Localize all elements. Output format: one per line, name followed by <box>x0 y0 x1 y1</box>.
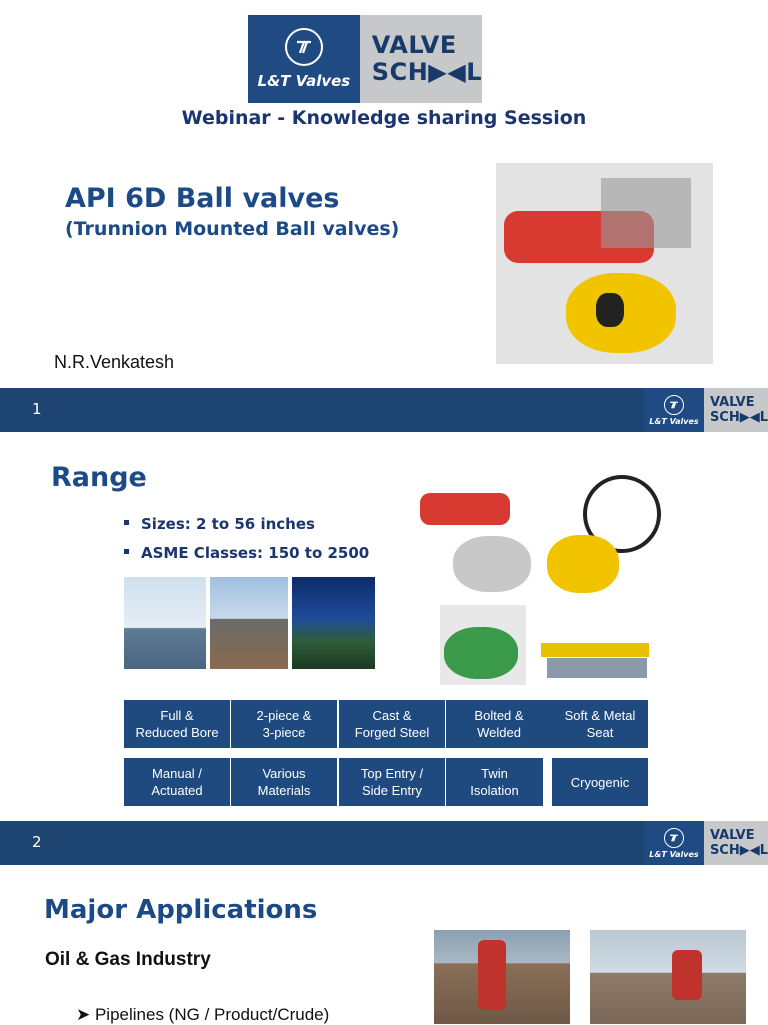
field-valve-photo-1 <box>434 930 570 1024</box>
square-bullet-icon <box>124 549 129 554</box>
feature-grid <box>124 700 648 806</box>
application-item <box>76 1005 329 1025</box>
valve-school-line2: SCH▶◀L <box>709 843 768 858</box>
feature-box: Cast & Forged Steel <box>339 700 445 748</box>
square-bullet-icon <box>124 520 129 525</box>
feature-box: Full & Reduced Bore <box>124 700 230 748</box>
industry-heading: Oil & Gas Industry <box>45 949 211 970</box>
green-valve-photo <box>440 605 526 685</box>
feature-box: Top Entry / Side Entry <box>339 758 445 806</box>
bullet-text: ASME Classes: 150 to 2500 <box>141 544 370 562</box>
lt-valves-logo <box>644 821 704 865</box>
feature-box: Soft & Metal Seat <box>552 700 648 748</box>
gear-operated-valve-photo <box>545 475 667 597</box>
feature-box: 2-piece & 3-piece <box>231 700 337 748</box>
valve-school-wordmark <box>704 388 768 432</box>
valve-school-line1: VALVE <box>371 31 457 59</box>
lt-valves-brand: L&T Valves <box>649 416 699 426</box>
footer-logo <box>644 821 768 865</box>
slide3-title: Major Applications <box>44 895 318 925</box>
lt-valves-brand: L&T Valves <box>649 849 699 859</box>
slide-footer-1 <box>0 388 768 432</box>
lt-emblem-icon <box>664 395 684 415</box>
slide1-subtitle: (Trunnion Mounted Ball valves) <box>65 218 400 240</box>
page-number: 2 <box>32 833 42 851</box>
webinar-heading: Webinar - Knowledge sharing Session <box>181 107 587 129</box>
valve-school-wordmark <box>360 15 482 103</box>
valve-school-line1: VALVE <box>709 828 755 843</box>
feature-box: Manual / Actuated <box>124 758 230 806</box>
refinery-night-photo <box>292 577 375 669</box>
slide-footer-2 <box>0 821 768 865</box>
feature-box: Various Materials <box>231 758 337 806</box>
bullet-item <box>124 544 369 562</box>
lt-valves-logo <box>644 388 704 432</box>
valve-school-line2: SCH▶◀L <box>371 58 482 86</box>
footer-logo <box>644 388 768 432</box>
lt-emblem-icon <box>664 828 684 848</box>
lt-valves-logo <box>248 15 360 103</box>
slide1-title: API 6D Ball valves <box>65 183 340 214</box>
feature-box: Twin Isolation <box>446 758 543 806</box>
field-valve-photo-2 <box>590 930 746 1024</box>
lt-valve-school-logo <box>248 15 482 103</box>
feature-box: Bolted & Welded <box>446 700 552 748</box>
author-name: N.R.Venkatesh <box>54 352 175 372</box>
bullet-text: Sizes: 2 to 56 inches <box>141 515 315 533</box>
trunnion-ball-valve-photo <box>496 163 713 364</box>
valve-school-wordmark <box>704 821 768 865</box>
feature-box: Cryogenic <box>552 758 648 806</box>
valve-school-line1: VALVE <box>709 395 755 410</box>
arrow-bullet-icon: ➤ <box>76 1005 95 1024</box>
pipeline-construction-photo <box>210 577 288 669</box>
lt-emblem-icon <box>285 28 323 66</box>
application-text: Pipelines (NG / Product/Crude) <box>94 1005 330 1024</box>
actuated-valve-photo <box>418 478 538 598</box>
lt-valves-brand: L&T Valves <box>257 72 351 90</box>
bullet-item <box>124 515 369 533</box>
offshore-platform-photo <box>124 577 206 669</box>
slide2-title: Range <box>51 462 147 493</box>
range-bullet-list <box>124 515 369 573</box>
page-number: 1 <box>32 400 42 418</box>
valve-school-line2: SCH▶◀L <box>709 410 768 425</box>
skid-mounted-valve-photo <box>537 608 655 686</box>
